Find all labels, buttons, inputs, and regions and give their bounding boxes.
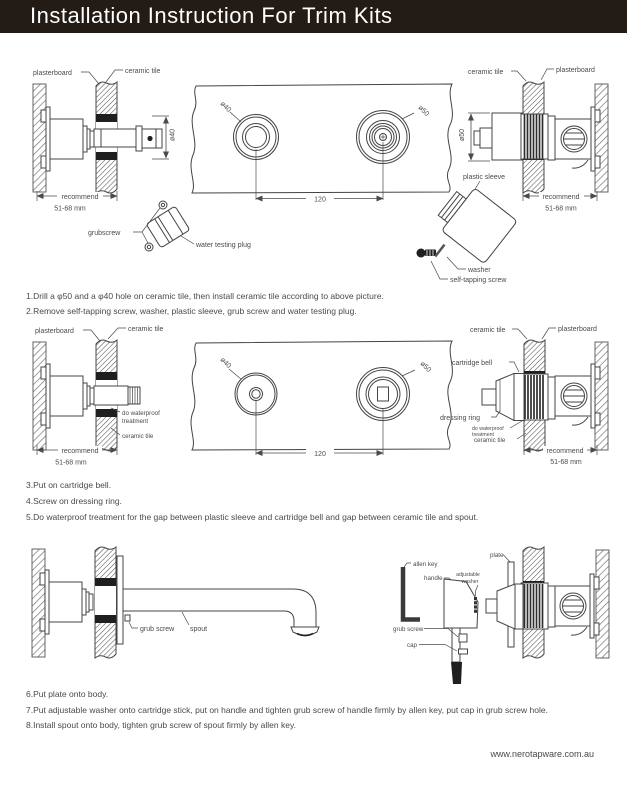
bell-left-section — [33, 326, 164, 467]
plasterboard-label: plasterboard — [35, 328, 74, 335]
hole-dia40-label: ø40 — [218, 356, 233, 370]
bell-right-section — [440, 326, 608, 466]
range-label: 51-68 mm — [55, 459, 87, 467]
plasterboard-label: plasterboard — [33, 70, 72, 77]
spout-section — [32, 547, 319, 658]
diagram-final-assembly — [0, 540, 627, 692]
recommend-label: recommend — [61, 194, 99, 201]
step-7: 7.Put adjustable washer onto cartridge stick, put on handle and tighten grub screw of handle firmly by allen key, put cap in grub screw hole. — [26, 704, 548, 715]
dim-120-label: 120 — [314, 196, 326, 204]
hole-dia50-label: ø50 — [418, 360, 433, 374]
allen-key-label: allen key — [413, 561, 438, 568]
ceramic-tile-label: ceramic tile — [470, 327, 506, 334]
water-testing-plug-detail — [88, 201, 251, 251]
steps-3-5 — [0, 477, 627, 525]
plastic-sleeve-detail — [417, 181, 518, 284]
adjustable-washer-label-2: washer — [461, 579, 479, 585]
do-waterproof-label: do waterproof — [122, 410, 160, 417]
hole-dia40-label: ø40 — [218, 100, 233, 114]
rough-in-left-section — [33, 68, 177, 213]
allen-key — [403, 567, 420, 620]
plate-label: plate — [490, 552, 504, 559]
dim-120-label: 120 — [314, 451, 326, 458]
grub-screw-label: grub screw — [140, 626, 175, 633]
do-waterproof-label: do waterproof — [472, 426, 504, 432]
tile-face-view-2 — [191, 341, 452, 458]
handle-parts-detail — [393, 561, 480, 684]
adjustable-washer-label-1: adjustable — [456, 572, 480, 578]
range-label: 51-68 mm — [550, 459, 582, 466]
tile-face-view-1 — [191, 84, 452, 204]
handle — [444, 579, 478, 628]
recommend-label: recommend — [546, 448, 584, 455]
ceramic-tile-label: ceramic tile — [122, 433, 154, 440]
washer-label: washer — [468, 267, 491, 274]
header-bar — [0, 0, 627, 33]
step-5: 5.Do waterproof treatment for the gap between plastic sleeve and cartridge bell and gap between ceramic tile and spout. — [26, 512, 479, 522]
diagram-cartridge-bell — [0, 320, 627, 480]
dim-dia40-label: ø40 — [169, 128, 177, 142]
dressing-ring-label: dressing ring — [440, 415, 481, 422]
ceramic-tile-label: ceramic tile — [474, 437, 506, 444]
cap-label: cap — [407, 642, 417, 649]
grub-screw-label: grub screw — [393, 626, 424, 633]
ceramic-tile-label: ceramic tile — [128, 326, 164, 333]
plasterboard-label: plasterboard — [558, 326, 597, 333]
page-title: Installation Instruction For Trim Kits — [30, 3, 393, 28]
hole-dia50-label: ø50 — [416, 104, 431, 118]
spout-label: spout — [190, 626, 208, 633]
steps-1-2 — [0, 289, 627, 318]
ceramic-tile-label: ceramic tile — [125, 68, 161, 75]
plate-right-section — [486, 547, 609, 658]
diagram-rough-in — [0, 52, 627, 290]
plastic-sleeve-label: plastic sleeve — [463, 174, 506, 181]
step-4: 4.Screw on dressing ring. — [26, 496, 122, 506]
grubscrew-label: grubscrew — [88, 230, 121, 237]
cartridge-bell-label: cartridge bell — [452, 360, 493, 367]
step-3: 3.Put on cartridge bell. — [26, 480, 112, 490]
treatment-label: treatment — [472, 432, 494, 438]
recommend-label: recommend — [61, 448, 99, 455]
ceramic-tile-label: ceramic tile — [468, 69, 504, 76]
water-testing-plug-label: water testing plug — [196, 242, 251, 249]
plasterboard-label: plasterboard — [556, 67, 595, 74]
step-8: 8.Install spout onto body, tighten grub screw of spout firmly by allen key. — [26, 720, 296, 730]
self-tapping-screw-label: self-tapping screw — [450, 277, 507, 284]
dim-dia50-label: ø50 — [459, 128, 466, 142]
step-1: 1.Drill a φ50 and a φ40 hole on ceramic tile, then install ceramic tile according to above picture. — [26, 291, 384, 301]
website-url: www.nerotapware.com.au — [490, 749, 594, 759]
range-label: 51-68 mm — [54, 205, 86, 213]
range-label: 51-68 mm — [545, 205, 577, 213]
rough-in-right-section — [459, 67, 608, 213]
treatment-label: treatment — [122, 418, 149, 425]
step-2: 2.Remove self-tapping screw, washer, plastic sleeve, grub screw and water testing plug. — [26, 305, 357, 316]
steps-6-8 — [0, 687, 627, 734]
recommend-label: recommend — [542, 194, 580, 201]
handle-label: handle — [424, 575, 443, 582]
water-testing-plug — [146, 206, 190, 248]
step-6: 6.Put plate onto body. — [26, 689, 109, 699]
